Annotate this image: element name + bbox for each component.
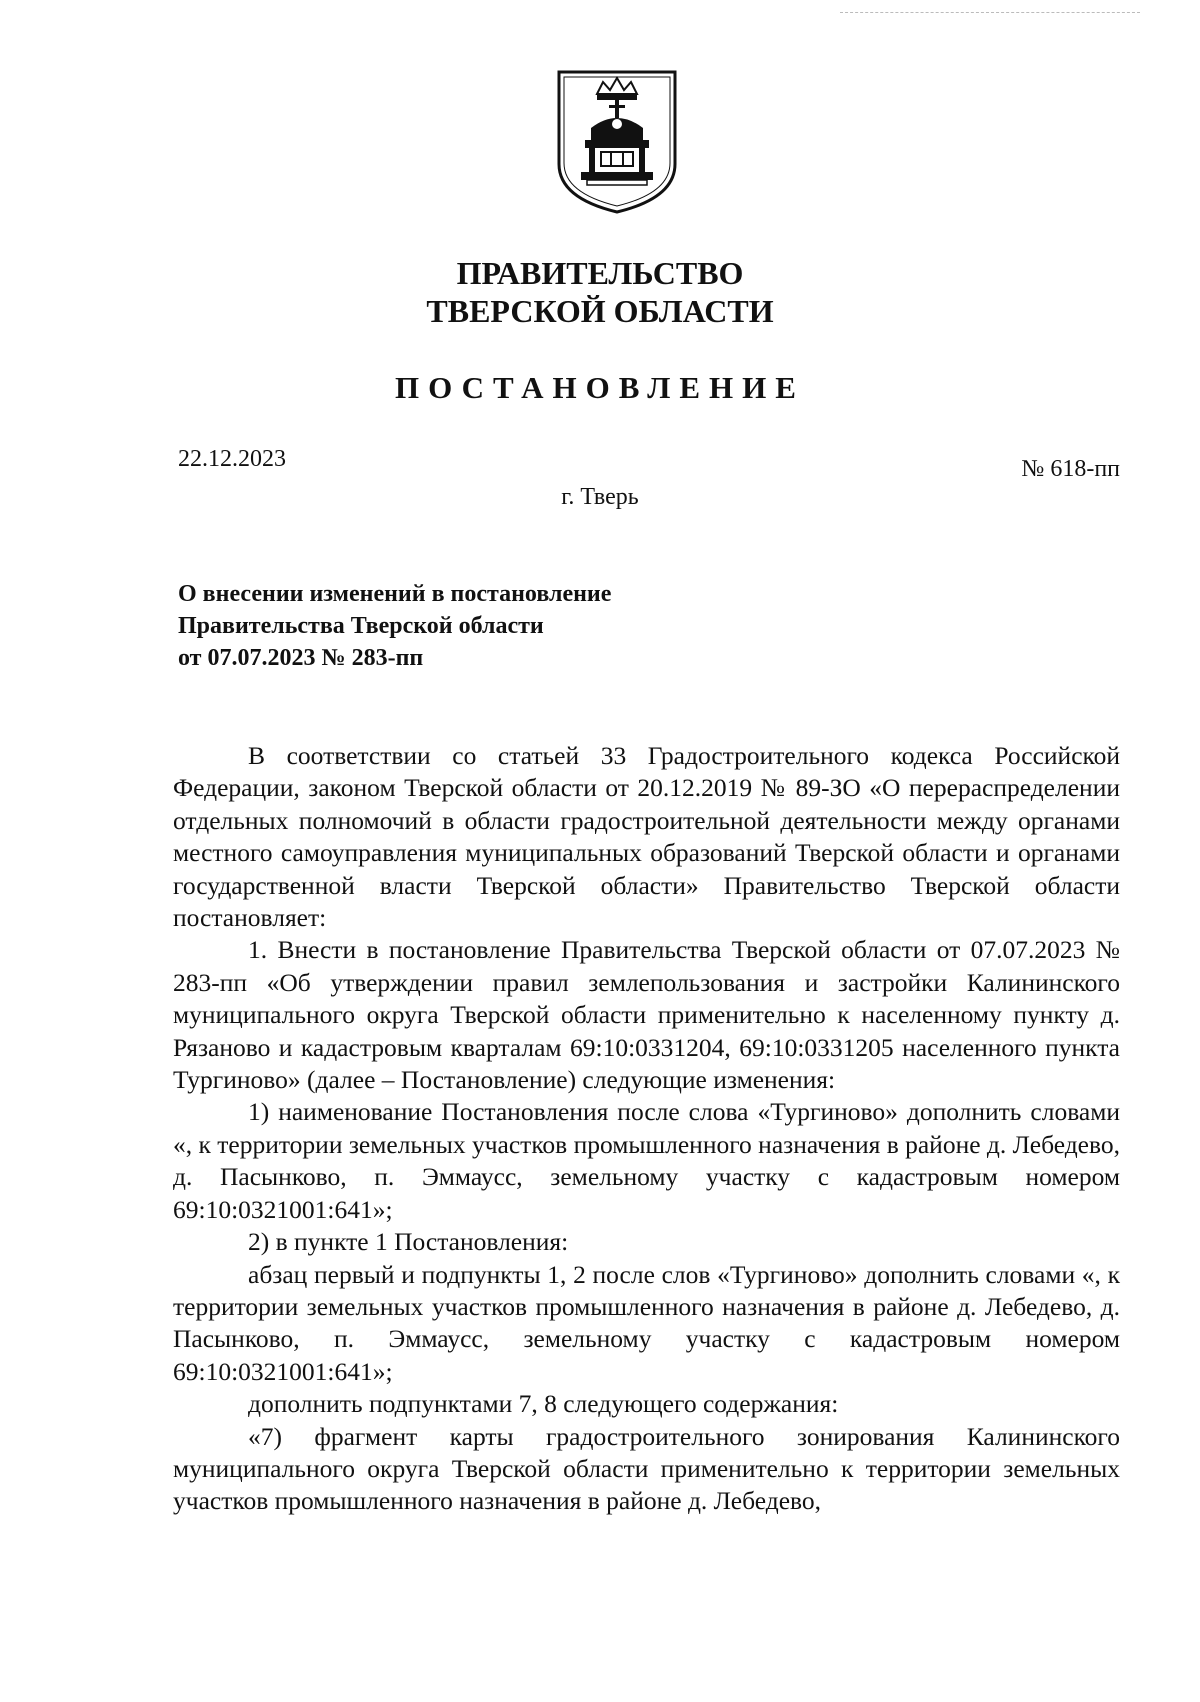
- scan-artifact-line: [840, 12, 1140, 13]
- document-type: ПОСТАНОВЛЕНИЕ: [395, 370, 805, 405]
- subject-line-1: О внесении изменений в постановление: [178, 581, 612, 607]
- body-paragraph-3: 1) наименование Постановления после слова «Тургиново» дополнить словами «, к территории земельных участков промышленного назначения в районе д. Лебедево, д. Пасынково, п. Эммаусс, земельному участку с кадастровым номером 69:10:0321001:641»;: [173, 1097, 1120, 1224]
- body-paragraph-6: дополнить подпунктами 7, 8 следующего содержания:: [248, 1389, 839, 1419]
- subject-line-2: Правительства Тверской области: [178, 613, 544, 639]
- document-date: 22.12.2023: [178, 446, 286, 472]
- body-paragraph-7: «7) фрагмент карты градостроительного зонирования Калининского муниципального округа Тверской области применительно к территории земельных участков промышленного назначения в районе д. Лебедево,: [173, 1421, 1120, 1516]
- organization-name: [0, 254, 1200, 330]
- body-paragraph-4: 2) в пункте 1 Постановления:: [248, 1227, 569, 1257]
- document-body: [173, 740, 1120, 1518]
- coat-of-arms-icon: [555, 68, 679, 216]
- body-paragraph-5: абзац первый и подпункты 1, 2 после слов «Тургиново» дополнить словами «, к территории земельных участков промышленного назначения в районе д. Лебедево, д. Пасынково, п. Эммаусс, земельному участку с кадастровым номером 69:10:0321001:641»;: [173, 1259, 1120, 1386]
- body-paragraph-1: В соответствии со статьей 33 Градостроительного кодекса Российской Федерации, законом Тверской области от 20.12.2019 № 89-ЗО «О перераспределении отдельных полномочий в области градостроительной деятельности между органами местного самоуправления муниципальных образований Тверской области и органами государственной власти Тверской области» Правительство Тверской области постановляет:: [173, 741, 1120, 933]
- body-paragraph-2: 1. Внести в постановление Правительства Тверской области от 07.07.2023 № 283-пп «Об утверждении правил землепользования и застройки Калининского муниципального округа Тверской области применительно к населенному пункту д. Рязаново и кадастровым кварталам 69:10:0331204, 69:10:0331205 населенного пункта Тургиново» (далее – Постановление) следующие изменения:: [173, 935, 1120, 1095]
- subject-line-3: от 07.07.2023 № 283-пп: [178, 645, 424, 671]
- organization-name-line-2: ТВЕРСКОЙ ОБЛАСТИ: [426, 293, 774, 329]
- document-city: г. Тверь: [561, 484, 639, 510]
- document-subject: [178, 578, 611, 674]
- organization-name-line-1: ПРАВИТЕЛЬСТВО: [456, 255, 744, 291]
- document-number: № 618-пп: [1021, 456, 1120, 482]
